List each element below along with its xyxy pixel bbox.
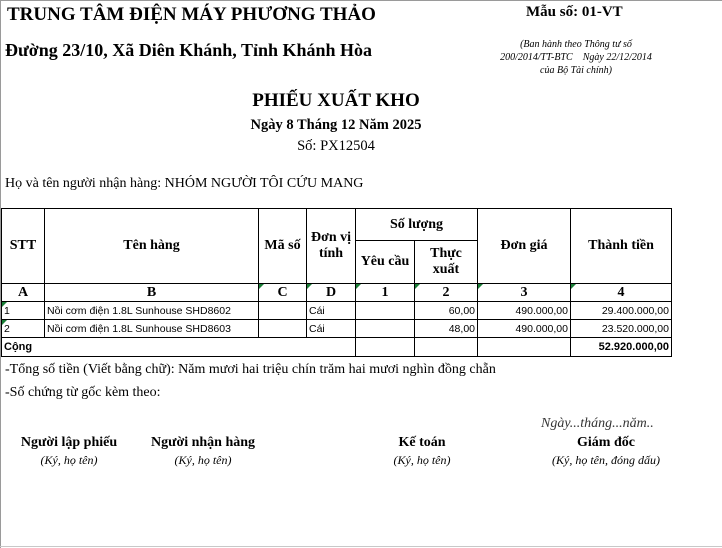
header-quantity-actual-line2: xuất [432,262,460,277]
signer-preparer [0,435,138,468]
signer-title: Người lập phiếu [20,435,118,450]
header-unit-price: Đơn giá [478,209,571,284]
column-letter: B [45,284,259,302]
column-letter-row [2,284,672,302]
attached-documents: -Số chứng từ gốc kèm theo: [5,385,161,400]
document-title: PHIẾU XUẤT KHO [252,90,420,111]
column-letter: A [2,284,45,302]
signer-receiver [136,435,270,468]
row-stt: 2 [2,320,45,338]
header-quantity-requested: Yêu cầu [356,241,415,284]
column-letter: D [307,284,356,302]
signature-date: Ngày...tháng...năm.. [541,416,654,431]
column-letter: 2 [415,284,478,302]
row-qty-requested [356,302,415,320]
row-unit: Cái [307,302,356,320]
header-quantity-actual-line1: Thực [430,246,462,261]
row-item-code [259,320,307,338]
signer-title: Người nhận hàng [150,435,256,450]
company-address: Đường 23/10, Xã Diên Khánh, Tỉnh Khánh Hòa [5,40,373,60]
row-amount: 29.400.000,00 [571,302,672,320]
document-date: Ngày 8 Tháng 12 Năm 2025 [250,117,422,133]
column-letter: C [259,284,307,302]
header-item-code: Mã số [259,209,307,284]
row-unit-price: 490.000,00 [478,320,571,338]
row-stt: 1 [2,302,45,320]
header-item-name: Tên hàng [45,209,259,284]
header-amount: Thành tiền [571,209,672,284]
table-row [2,320,672,338]
header-stt: STT [2,209,45,284]
total-label: Cộng [2,338,356,357]
row-item-name: Nồi cơm điện 1.8L Sunhouse SHD8603 [45,320,259,338]
row-item-code [259,302,307,320]
signer-title: Kế toán [398,435,446,450]
sheet-border-bottom [0,546,722,547]
header-quantity-actual [415,241,478,284]
header-unit-line1: Đơn vị [310,230,352,245]
amount-in-words: -Tổng số tiền (Viết bằng chữ): Năm mươi hai triệu chín trăm hai mươi nghìn đồng chẵn [5,362,496,377]
row-amount: 23.520.000,00 [571,320,672,338]
table-row [2,302,672,320]
signer-accountant [368,435,476,468]
document-number: Số: PX12504 [297,138,375,154]
items-table [1,208,672,357]
total-empty-cell [415,338,478,357]
form-note-line1: (Ban hành theo Thông tư số [520,39,632,50]
header-unit [307,209,356,284]
row-qty-requested [356,320,415,338]
company-name: TRUNG TÂM ĐIỆN MÁY PHƯƠNG THẢO [7,4,376,25]
sheet-border-top [0,0,722,1]
total-row [2,338,672,357]
total-empty-cell [356,338,415,357]
signer-note: (Ký, họ tên) [40,453,98,467]
signer-note: (Ký, họ tên) [393,453,451,467]
signer-note: (Ký, họ tên, đóng dấu) [552,453,660,467]
recipient-line: Họ và tên người nhận hàng: NHÓM NGƯỜI TÔI CỨU MANG [5,176,364,191]
signer-director [538,435,674,468]
total-amount: 52.920.000,00 [571,338,672,357]
signer-title: Giám đốc [577,435,635,450]
row-qty-actual: 60,00 [415,302,478,320]
header-unit-line2: tính [318,246,344,261]
row-unit-price: 490.000,00 [478,302,571,320]
signer-note: (Ký, họ tên) [174,453,232,467]
form-note-line2: 200/2014/TT-BTC Ngày 22/12/2014 [500,52,652,63]
total-empty-cell [478,338,571,357]
column-letter: 4 [571,284,672,302]
form-note-line3: của Bộ Tài chính) [540,65,612,76]
form-note [478,38,674,76]
row-qty-actual: 48,00 [415,320,478,338]
column-letter: 1 [356,284,415,302]
row-item-name: Nồi cơm điện 1.8L Sunhouse SHD8602 [45,302,259,320]
form-code: Mẫu số: 01-VT [526,4,623,20]
row-unit: Cái [307,320,356,338]
header-quantity: Số lượng [356,209,478,241]
column-letter: 3 [478,284,571,302]
